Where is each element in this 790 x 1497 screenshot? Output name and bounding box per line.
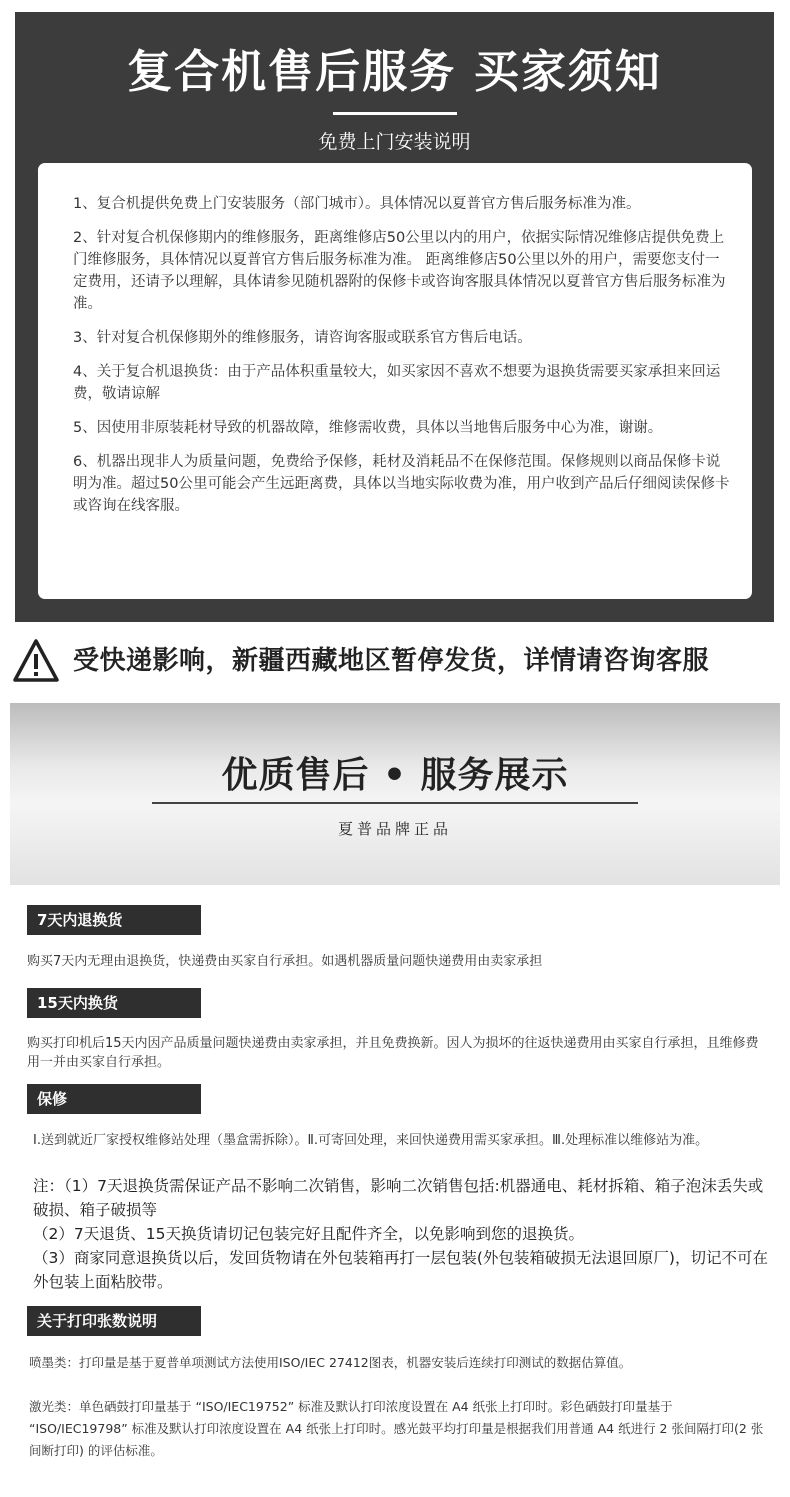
return-notes <box>33 1174 768 1294</box>
print-inkjet-text: 喷墨类：打印量是基于夏普单项测试方法使用ISO/IEC 27412图表，机器安装后连续打印测试的数据估算值。 <box>29 1355 632 1370</box>
section-text-warranty: Ⅰ.送到就近厂家授权维修站处理（墨盒需拆除）。Ⅱ.可寄回处理，来回快递费用需买家承担。Ⅲ.处理标准以维修站为准。 <box>33 1133 709 1148</box>
banner-subtitle: 免费上门安装说明 <box>318 131 471 153</box>
note-1: 注：（1）7天退换货需保证产品不影响二次销售，影响二次销售包括:机器通电、耗材拆箱、箱子泡沫丢失或破损、箱子破损等 <box>33 1177 764 1219</box>
after-sales-banner <box>15 12 774 622</box>
note-3: （3）商家同意退换货以后，发回货物请在外包装箱再打一层包装(外包装箱破损无法退回原厂)，切记不可在外包装上面粘胶带。 <box>33 1249 768 1291</box>
notice-card <box>38 163 752 599</box>
service-subtitle: 夏普品牌正品 <box>337 820 452 838</box>
notice-list <box>73 193 733 529</box>
notice-item-4: 4、关于复合机退换货：由于产品体积重量较大，如买家因不喜欢不想要为退换货需要买家承担来回运费，敬请谅解 <box>73 364 721 402</box>
warning-triangle-icon <box>12 638 60 684</box>
warning-text: 受快递影响，新疆西藏地区暂停发货，详情请咨询客服 <box>73 646 710 676</box>
print-laser-text: 激光类：单色硒鼓打印量基于 “ISO/IEC19752” 标准及默认打印浓度设置在 A4 纸张上打印时。彩色硒鼓打印量基于 “ISO/IEC19798” 标准及默认打印浓度设置在 A4 纸张上打印时。感光鼓平均打印量是根据我们用普通 A4 纸进行 2 张间隔打印(2 张间断打印) 的评估标准。 <box>29 1399 764 1458</box>
service-title: 优质售后 • 服务展示 <box>221 755 569 796</box>
section-text-return7: 购买7天内无理由退换货，快递费由买家自行承担。如遇机器质量问题快递费用由卖家承担 <box>27 954 543 969</box>
section-label-warranty: 保修 <box>27 1084 201 1114</box>
service-header <box>10 703 780 885</box>
notice-item-3: 3、针对复合机保修期外的维修服务，请咨询客服或联系官方售后电话。 <box>73 330 532 346</box>
section-label-exchange15: 15天内换货 <box>27 988 201 1018</box>
service-divider <box>152 802 638 804</box>
notice-item-2: 2、针对复合机保修期内的维修服务，距离维修店50公里以内的用户，依据实际情况维修店提供免费上门维修服务，具体情况以夏普官方售后服务标准为准。 距离维修店50公里以外的用户，需要您支付一定费用，还请予以理解，具体请参见随机器附的保修卡或咨询客服具体情况以夏普官方售后服务标准为准。 <box>73 230 726 312</box>
banner-title: 复合机售后服务 买家须知 <box>127 45 662 98</box>
note-2: （2）7天退货、15天换货请切记包装完好且配件齐全，以免影响到您的退换货。 <box>33 1225 584 1243</box>
banner-underline <box>333 112 457 115</box>
notice-item-1: 1、复合机提供免费上门安装服务（部门城市）。具体情况以夏普官方售后服务标准为准。 <box>73 196 641 212</box>
shipping-warning <box>12 638 782 688</box>
section-label-print: 关于打印张数说明 <box>27 1306 201 1336</box>
section-text-exchange15: 购买打印机后15天内因产品质量问题快递费由卖家承担，并且免费换新。因人为损坏的往返快递费用由买家自行承担，且维修费用一并由买家自行承担。 <box>27 1036 759 1070</box>
section-label-return7: 7天内退换货 <box>27 905 201 935</box>
notice-item-5: 5、因使用非原装耗材导致的机器故障，维修需收费，具体以当地售后服务中心为准，谢谢。 <box>73 420 663 436</box>
notice-item-6: 6、机器出现非人为质量问题，免费给予保修，耗材及消耗品不在保修范围。保修规则以商品保修卡说明为准。超过50公里可能会产生远距离费，具体以当地实际收费为准，用户收到产品后仔细阅读保修卡或咨询在线客服。 <box>73 454 730 514</box>
